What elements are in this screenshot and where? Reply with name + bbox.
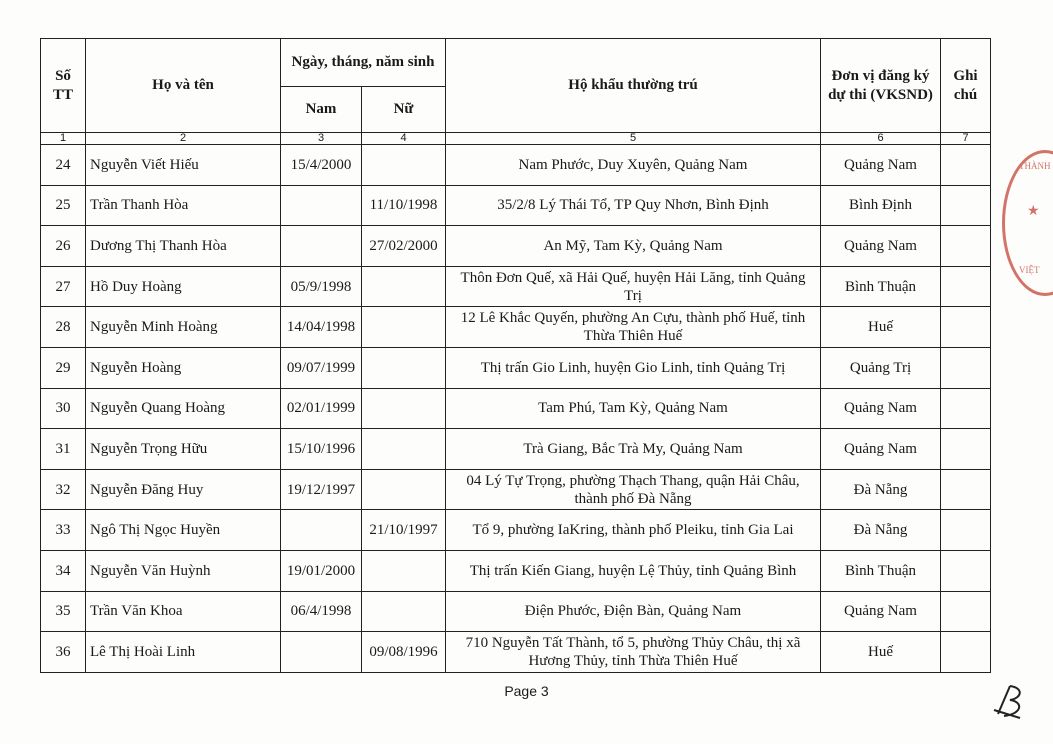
cell-stt: 29 — [41, 347, 86, 388]
table-row — [41, 469, 991, 510]
cell-male-dob: 05/9/1998 — [281, 266, 362, 307]
table-row — [41, 226, 991, 267]
cell-stt: 33 — [41, 510, 86, 551]
cell-stt: 36 — [41, 632, 86, 673]
column-number: 3 — [281, 133, 362, 145]
table-row — [41, 550, 991, 591]
cell-residence: 35/2/8 Lý Thái Tổ, TP Quy Nhơn, Bình Định — [446, 185, 821, 226]
cell-stt: 30 — [41, 388, 86, 429]
cell-stt: 28 — [41, 307, 86, 348]
cell-male-dob — [281, 632, 362, 673]
cell-residence: 710 Nguyễn Tất Thành, tổ 5, phường Thủy Châu, thị xã Hương Thủy, tỉnh Thừa Thiên Huế — [446, 632, 821, 673]
cell-unit: Đà Nẵng — [821, 510, 941, 551]
cell-female-dob — [362, 550, 446, 591]
cell-stt: 26 — [41, 226, 86, 267]
cell-residence: Tổ 9, phường IaKring, thành phố Pleiku, tỉnh Gia Lai — [446, 510, 821, 551]
cell-male-dob — [281, 510, 362, 551]
header-name: Họ và tên — [86, 39, 281, 133]
cell-unit: Huế — [821, 632, 941, 673]
cell-note — [941, 388, 991, 429]
cell-note — [941, 429, 991, 470]
cell-female-dob: 09/08/1996 — [362, 632, 446, 673]
cell-residence: 12 Lê Khắc Quyến, phường An Cựu, thành phố Huế, tỉnh Thừa Thiên Huế — [446, 307, 821, 348]
cell-name: Nguyễn Viết Hiếu — [86, 145, 281, 186]
cell-unit: Quảng Nam — [821, 145, 941, 186]
cell-residence: Điện Phước, Điện Bàn, Quảng Nam — [446, 591, 821, 632]
table-row — [41, 510, 991, 551]
cell-note — [941, 307, 991, 348]
table-row — [41, 591, 991, 632]
cell-stt: 35 — [41, 591, 86, 632]
cell-note — [941, 185, 991, 226]
cell-male-dob: 02/01/1999 — [281, 388, 362, 429]
header-note: Ghi chú — [941, 39, 991, 133]
table-row — [41, 429, 991, 470]
cell-residence: Thị trấn Gio Linh, huyện Gio Linh, tỉnh Quảng Trị — [446, 347, 821, 388]
cell-residence: Thôn Đơn Quế, xã Hải Quế, huyện Hải Lăng, tỉnh Quảng Trị — [446, 266, 821, 307]
cell-stt: 31 — [41, 429, 86, 470]
cell-note — [941, 226, 991, 267]
cell-note — [941, 347, 991, 388]
cell-female-dob — [362, 266, 446, 307]
cell-stt: 32 — [41, 469, 86, 510]
cell-unit: Quảng Nam — [821, 388, 941, 429]
cell-name: Nguyễn Trọng Hữu — [86, 429, 281, 470]
cell-male-dob: 19/01/2000 — [281, 550, 362, 591]
cell-female-dob — [362, 145, 446, 186]
cell-residence: Nam Phước, Duy Xuyên, Quảng Nam — [446, 145, 821, 186]
cell-female-dob — [362, 429, 446, 470]
page-number: Page 3 — [504, 683, 549, 699]
cell-unit: Bình Định — [821, 185, 941, 226]
cell-stt: 27 — [41, 266, 86, 307]
cell-name: Dương Thị Thanh Hòa — [86, 226, 281, 267]
cell-name: Hồ Duy Hoàng — [86, 266, 281, 307]
cell-female-dob — [362, 347, 446, 388]
cell-male-dob: 19/12/1997 — [281, 469, 362, 510]
header-female: Nữ — [362, 87, 446, 133]
cell-stt: 34 — [41, 550, 86, 591]
cell-unit: Quảng Nam — [821, 226, 941, 267]
header-residence: Hộ khẩu thường trú — [446, 39, 821, 133]
cell-female-dob — [362, 591, 446, 632]
table-row — [41, 185, 991, 226]
table-row — [41, 388, 991, 429]
cell-unit: Đà Nẵng — [821, 469, 941, 510]
cell-name: Nguyễn Hoàng — [86, 347, 281, 388]
cell-male-dob: 06/4/1998 — [281, 591, 362, 632]
cell-unit: Bình Thuận — [821, 266, 941, 307]
stamp-text: THÀNH — [1019, 161, 1051, 171]
cell-residence: Tam Phú, Tam Kỳ, Quảng Nam — [446, 388, 821, 429]
cell-female-dob: 11/10/1998 — [362, 185, 446, 226]
cell-male-dob — [281, 226, 362, 267]
cell-name: Nguyễn Quang Hoàng — [86, 388, 281, 429]
cell-female-dob — [362, 388, 446, 429]
table-row — [41, 266, 991, 307]
cell-name: Nguyễn Đăng Huy — [86, 469, 281, 510]
cell-name: Nguyễn Văn Huỳnh — [86, 550, 281, 591]
cell-female-dob — [362, 469, 446, 510]
cell-name: Trần Thanh Hòa — [86, 185, 281, 226]
column-number-row — [41, 133, 991, 145]
cell-unit: Bình Thuận — [821, 550, 941, 591]
header-male: Nam — [281, 87, 362, 133]
red-seal-stamp — [1002, 150, 1053, 296]
signature-initial — [990, 680, 1030, 720]
cell-residence: 04 Lý Tự Trọng, phường Thạch Thang, quận Hải Châu, thành phố Đà Nẵng — [446, 469, 821, 510]
cell-name: Ngô Thị Ngọc Huyền — [86, 510, 281, 551]
cell-note — [941, 469, 991, 510]
column-number: 1 — [41, 133, 86, 145]
table-row — [41, 632, 991, 673]
cell-male-dob — [281, 185, 362, 226]
stamp-text: VIỆT — [1019, 265, 1040, 275]
column-number: 2 — [86, 133, 281, 145]
cell-stt: 24 — [41, 145, 86, 186]
column-number: 7 — [941, 133, 991, 145]
header-unit: Đơn vị đăng ký dự thi (VKSND) — [821, 39, 941, 133]
cell-stt: 25 — [41, 185, 86, 226]
header-stt: Số TT — [41, 39, 86, 133]
cell-unit: Quảng Nam — [821, 429, 941, 470]
column-number: 6 — [821, 133, 941, 145]
cell-male-dob: 15/10/1996 — [281, 429, 362, 470]
cell-unit: Huế — [821, 307, 941, 348]
cell-female-dob — [362, 307, 446, 348]
table-row — [41, 307, 991, 348]
cell-unit: Quảng Nam — [821, 591, 941, 632]
cell-female-dob: 27/02/2000 — [362, 226, 446, 267]
header-dob: Ngày, tháng, năm sinh — [281, 39, 446, 87]
cell-male-dob: 09/07/1999 — [281, 347, 362, 388]
stamp-star-icon: ★ — [1027, 204, 1040, 219]
cell-note — [941, 266, 991, 307]
cell-note — [941, 591, 991, 632]
cell-note — [941, 145, 991, 186]
cell-note — [941, 550, 991, 591]
cell-residence: An Mỹ, Tam Kỳ, Quảng Nam — [446, 226, 821, 267]
cell-residence: Thị trấn Kiến Giang, huyện Lệ Thủy, tỉnh Quảng Bình — [446, 550, 821, 591]
cell-residence: Trà Giang, Bắc Trà My, Quảng Nam — [446, 429, 821, 470]
table-row — [41, 347, 991, 388]
column-number: 4 — [362, 133, 446, 145]
cell-male-dob: 15/4/2000 — [281, 145, 362, 186]
cell-note — [941, 510, 991, 551]
cell-male-dob: 14/04/1998 — [281, 307, 362, 348]
column-number: 5 — [446, 133, 821, 145]
cell-name: Nguyễn Minh Hoàng — [86, 307, 281, 348]
cell-name: Lê Thị Hoài Linh — [86, 632, 281, 673]
candidate-table — [40, 38, 991, 673]
table-row — [41, 145, 991, 186]
cell-female-dob: 21/10/1997 — [362, 510, 446, 551]
cell-note — [941, 632, 991, 673]
cell-unit: Quảng Trị — [821, 347, 941, 388]
cell-name: Trần Văn Khoa — [86, 591, 281, 632]
